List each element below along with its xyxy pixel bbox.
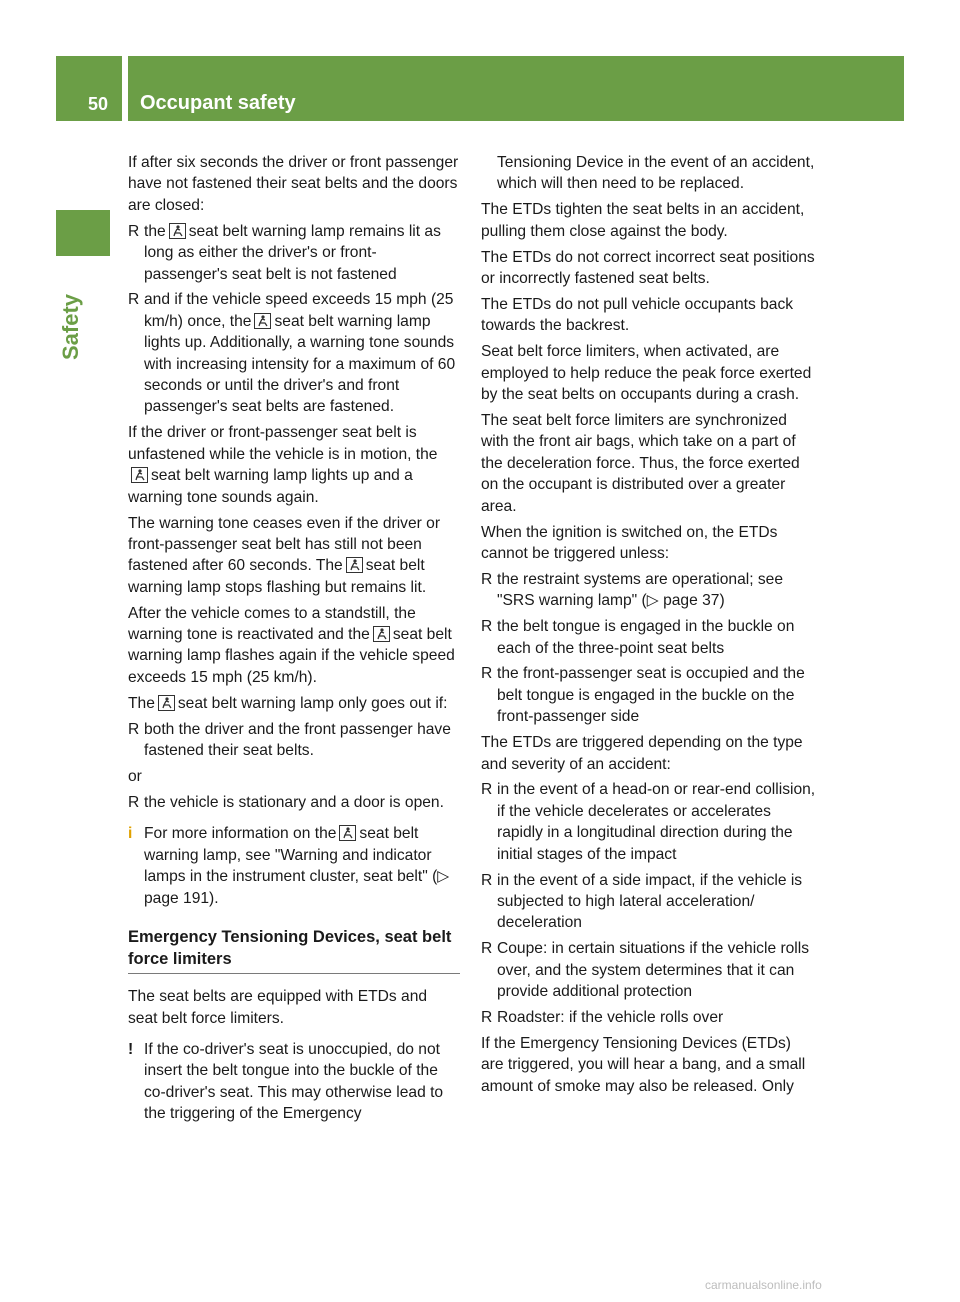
paragraph: Seat belt force limiters, when activated, are employed to help reduce the peak force exerted by the seat belts on occupants during a crash. [481,343,812,404]
arrow-icon: ▷ [437,868,450,886]
list-item: R the front-passenger seat is occupied and the belt tongue is engaged in the buckle on the front-passenger side [481,665,805,726]
list-item: R and if the vehicle speed exceeds 15 mph (25 km/h) once, the seat belt warning lamp lights up. Additionally, a warning tone sounds with increasing intensity for a maximum of 60 seconds or until the driver's and front passenger's seat belts are fastened. [128,291,456,416]
list-item: R the belt tongue is engaged in the buckle on each of the three-point seat belts [481,618,795,657]
left-column [128,152,460,1129]
paragraph: After the vehicle comes to a standstill, the warning tone is reactivated and the seat belt warning lamp flashes again if the vehicle speed exceeds 15 mph (25 km/h). [128,604,455,686]
list-item: R in the event of a side impact, if the vehicle is subjected to high lateral acceleration/ deceleration [481,871,803,932]
paragraph: The warning tone ceases even if the driver or front-passenger seat belt has still not been fastened after 60 seconds. The seat belt warning lamp stops flashing but remains lit. [128,514,441,596]
list-item: R Roadster: if the vehicle rolls over [481,1007,816,1028]
paragraph: The seat belt force limiters are synchronized with the front air bags, which take on a part of the deceleration force. Thus, the force exerted on the occupant is distributed over a greater area. [481,411,800,515]
warning-note-continued: Tensioning Device in the event of an accident, which will then need to be replaced. [497,154,815,193]
list-item: R Coupe: in certain situations if the vehicle rolls over, and the system determines that it can provide additional protection [481,940,810,1001]
bullet-icon: R [481,618,493,636]
paragraph: If the Emergency Tensioning Devices (ETDs) are triggered, you will hear a bang, and a small amount of smoke may also be released. Only [481,1034,806,1095]
watermark: carmanualsonline.info [705,1278,822,1292]
paragraph: or [128,767,142,785]
paragraph: The seat belts are equipped with ETDs and seat belt force limiters. [128,988,428,1027]
paragraph: If the driver or front-passenger seat belt is unfastened while the vehicle is in motion, the seat belt warning lamp lights up and a warning tone sounds again. [128,424,438,506]
bullet-icon: R [481,871,493,889]
bullet-icon: R [481,570,493,588]
seat-belt-lamp-icon [373,626,390,642]
section-label: Safety [58,293,83,360]
list-item: R in the event of a head-on or rear-end collision, if the vehicle decelerates or accelerates rapidly in a longitudinal direction during the initial stages of the impact [481,781,816,863]
bullet-icon: R [481,940,493,958]
bullet-icon: R [481,665,493,683]
paragraph: The seat belt warning lamp only goes out if: [128,694,448,712]
seat-belt-lamp-icon [339,825,356,841]
bullet-icon: R [128,222,140,240]
section-heading: Emergency Tensioning Devices, seat belt force limiters [128,927,460,974]
paragraph: The ETDs tighten the seat belts in an accident, pulling them close against the body. [481,201,805,240]
warning-note: ! If the co-driver's seat is unoccupied, do not insert the belt tongue into the buckle of the co-driver's seat. This may otherwise lead to the triggering of the Emergency [128,1040,444,1123]
seat-belt-lamp-icon [169,223,186,239]
seat-belt-lamp-icon [158,695,175,711]
right-column [481,152,816,1102]
page-title: Occupant safety [128,56,904,121]
bullet-icon: R [128,793,140,811]
arrow-icon: ▷ [646,592,659,610]
page-reference[interactable]: page 191). [144,889,219,907]
list-item: R the vehicle is stationary and a door is open. [128,792,460,813]
bullet-icon: R [128,720,140,738]
seat-belt-lamp-icon [254,313,271,329]
paragraph: The ETDs do not correct incorrect seat positions or incorrectly fastened seat belts. [481,248,815,288]
paragraph: If after six seconds the driver or front passenger have not fastened their seat belts and the doors are closed: [128,154,459,214]
section-tab-marker [56,210,110,256]
paragraph: The ETDs are triggered depending on the type and severity of an accident: [481,734,803,773]
seat-belt-lamp-icon [131,467,148,483]
info-note: i For more information on the seat belt warning lamp, see "Warning and indicator lamps in the instrument cluster, seat belt" (▷ page 191). [128,825,450,907]
bullet-icon: R [128,291,140,309]
info-icon: i [128,825,133,843]
section-tab [56,260,110,360]
page-number: 50 [56,56,122,121]
bullet-icon: R [481,1009,493,1027]
list-item: R the restraint systems are operational; see "SRS warning lamp" (▷ page 37) [481,570,784,610]
paragraph: The ETDs do not pull vehicle occupants back towards the backrest. [481,295,794,335]
bullet-icon: R [481,781,493,799]
seat-belt-lamp-icon [346,557,363,573]
list-item: R the seat belt warning lamp remains lit as long as either the driver's or front-passenger's seat belt is not fastened [128,222,441,283]
paragraph: When the ignition is switched on, the ETDs cannot be triggered unless: [481,523,778,562]
page-reference[interactable]: page 37) [663,592,725,610]
warning-icon: ! [128,1040,134,1058]
list-item: R both the driver and the front passenger have fastened their seat belts. [128,720,451,760]
